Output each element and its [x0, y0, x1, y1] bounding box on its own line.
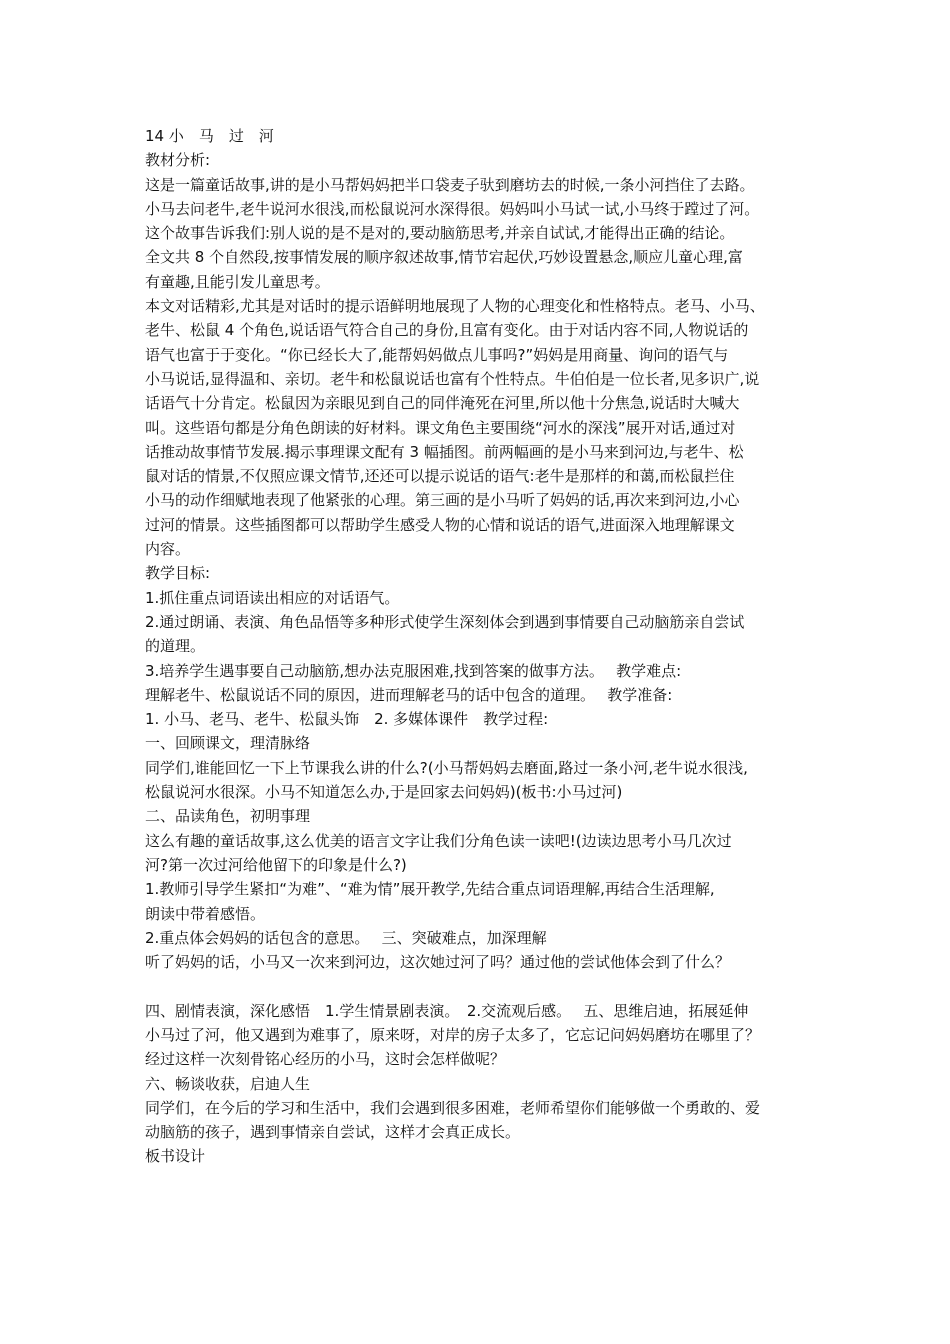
paragraph-line: 这个故事告诉我们:别人说的是不是对的,要动脑筋思考,并亲自试试,才能得出正确的结论。: [145, 224, 735, 243]
list-item: 2.通过朗诵、表演、角色品悟等多种形式使学生深刻体会到遇到事情要自己动脑筋亲自尝试: [145, 612, 745, 631]
paragraph-line: 话语气十分肯定。松鼠因为亲眼见到自己的同伴淹死在河里,所以他十分焦急,说话时大喊大: [145, 394, 740, 413]
paragraph-line: 过河的情景。这些插图都可以帮助学生感受人物的心情和说话的语气,进面深入地理解课文: [145, 515, 735, 534]
section-heading: 六、畅谈收获，启迪人生: [145, 1074, 311, 1093]
paragraph-line: 全文共 8 个自然段,按事情发展的顺序叙述故事,情节宕起伏,巧妙设置悬念,顺应儿童心理,富: [145, 248, 743, 267]
paragraph-line: 话推动故事情节发展.揭示事理课文配有 3 幅插图。前两幅画的是小马来到河边,与老牛、松: [145, 442, 744, 461]
section-heading: 二、品读角色，初明事理: [145, 807, 311, 826]
section-heading: 一、回顾课文，理清脉络: [145, 734, 311, 753]
document-page: [145, 124, 835, 1169]
paragraph-line: 小马的动作细赋地表现了他紧张的心理。第三画的是小马听了妈妈的话,再次来到河边,小心: [145, 491, 740, 510]
paragraph-line: 鼠对话的情景,不仅照应课文情节,还还可以提示说话的语气:老牛是那样的和蔼,而松鼠拦住: [145, 467, 735, 486]
paragraph-line: 本文对话精彩,尤其是对话时的提示语鲜明地展现了人物的心理变化和性格特点。老马、小马、: [145, 297, 765, 316]
paragraph-line: 小马说话,显得温和、亲切。老牛和松鼠说话也富有个性特点。牛伯伯是一位长者,见多识广,说: [145, 369, 760, 388]
list-item: 3.培养学生遇事要自己动脑筋,想办法克服困难,找到答案的做事方法。 教学难点:: [145, 661, 682, 680]
paragraph-line: 的道理。: [145, 637, 206, 656]
section-heading-board-design: 板书设计: [145, 1147, 206, 1166]
paragraph-line: 同学们,谁能回忆一下上节课我么讲的什么?(小马帮妈妈去磨面,路过一条小河,老牛说水很浅,: [145, 758, 748, 777]
paragraph-line: 河?第一次过河给他留下的印象是什么?): [145, 855, 407, 874]
paragraph-line: 叫。这些语句都是分角色朗读的好材料。课文角色主要围绕“河水的深浅”展开对话,通过对: [145, 418, 736, 437]
paragraph-line: 小马过了河，他又遇到为难事了，原来呀，对岸的房子太多了，它忘记问妈妈磨坊在哪里了？: [145, 1025, 761, 1044]
paragraph-line: 同学们，在今后的学习和生活中，我们会遇到很多困难，老师希望你们能够做一个勇敢的、爱: [145, 1098, 761, 1117]
document-title: 14 小 马 过 河: [145, 127, 274, 145]
paragraph-line: 松鼠说河水很深。小马不知道怎么办,于是回家去问妈妈)(板书:小马过河): [145, 783, 623, 802]
paragraph-line: 听了妈妈的话，小马又一次来到河边，这次她过河了吗？通过他的尝试他体会到了什么？: [145, 953, 731, 972]
list-item: 1. 小马、老马、老牛、松鼠头饰 2. 多媒体课件 教学过程:: [145, 710, 549, 729]
paragraph-line: 有童趣,且能引发儿童思考。: [145, 272, 330, 291]
paragraph-line: 理解老牛、松鼠说话不同的原因，进而理解老马的话中包含的道理。 教学准备:: [145, 685, 673, 704]
list-item: 2.重点体会妈妈的话包含的意思。 三、突破难点，加深理解: [145, 928, 547, 947]
paragraph-line: 内容。: [145, 540, 191, 559]
section-heading-material-analysis: 教材分析:: [145, 151, 211, 170]
paragraph-line: 小马去问老牛,老牛说河水很浅,而松鼠说河水深得很。妈妈叫小马试一试,小马终于蹚过了河。: [145, 199, 760, 218]
paragraph-line: 这么有趣的童话故事,这么优美的语言文字让我们分角色读一读吧!(边读边思考小马几次过: [145, 831, 732, 850]
paragraph-line: 语气也富于于变化。“你已经长大了,能帮妈妈做点儿事吗?”妈妈是用商量、询问的语气与: [145, 345, 729, 364]
paragraph-line: 经过这样一次刻骨铭心经历的小马，这时会怎样做呢？: [145, 1050, 506, 1069]
paragraph-line: 老牛、松鼠 4 个角色,说话语气符合自己的身份,且富有变化。由于对话内容不同,人物说话的: [145, 321, 749, 340]
list-item: 1.教师引导学生紧扣“为难”、“难为情”展开教学,先结合重点词语理解,再结合生活理解,: [145, 880, 715, 899]
section-heading-teaching-goals: 教学目标:: [145, 564, 211, 583]
blank-line: [145, 974, 835, 998]
paragraph-line: 动脑筋的孩子，遇到事情亲自尝试，这样才会真正成长。: [145, 1123, 521, 1142]
paragraph-line: 朗读中带着感悟。: [145, 904, 266, 923]
list-item: 1.抓住重点词语读出相应的对话语气。: [145, 588, 400, 607]
section-heading: 四、剧情表演，深化感悟 1.学生情景剧表演。 2.交流观后感。 五、思维启迪，拓展延伸: [145, 1001, 749, 1020]
paragraph-line: 这是一篇童话故事,讲的是小马帮妈妈把半口袋麦子驮到磨坊去的时候,一条小河挡住了去路。: [145, 175, 755, 194]
